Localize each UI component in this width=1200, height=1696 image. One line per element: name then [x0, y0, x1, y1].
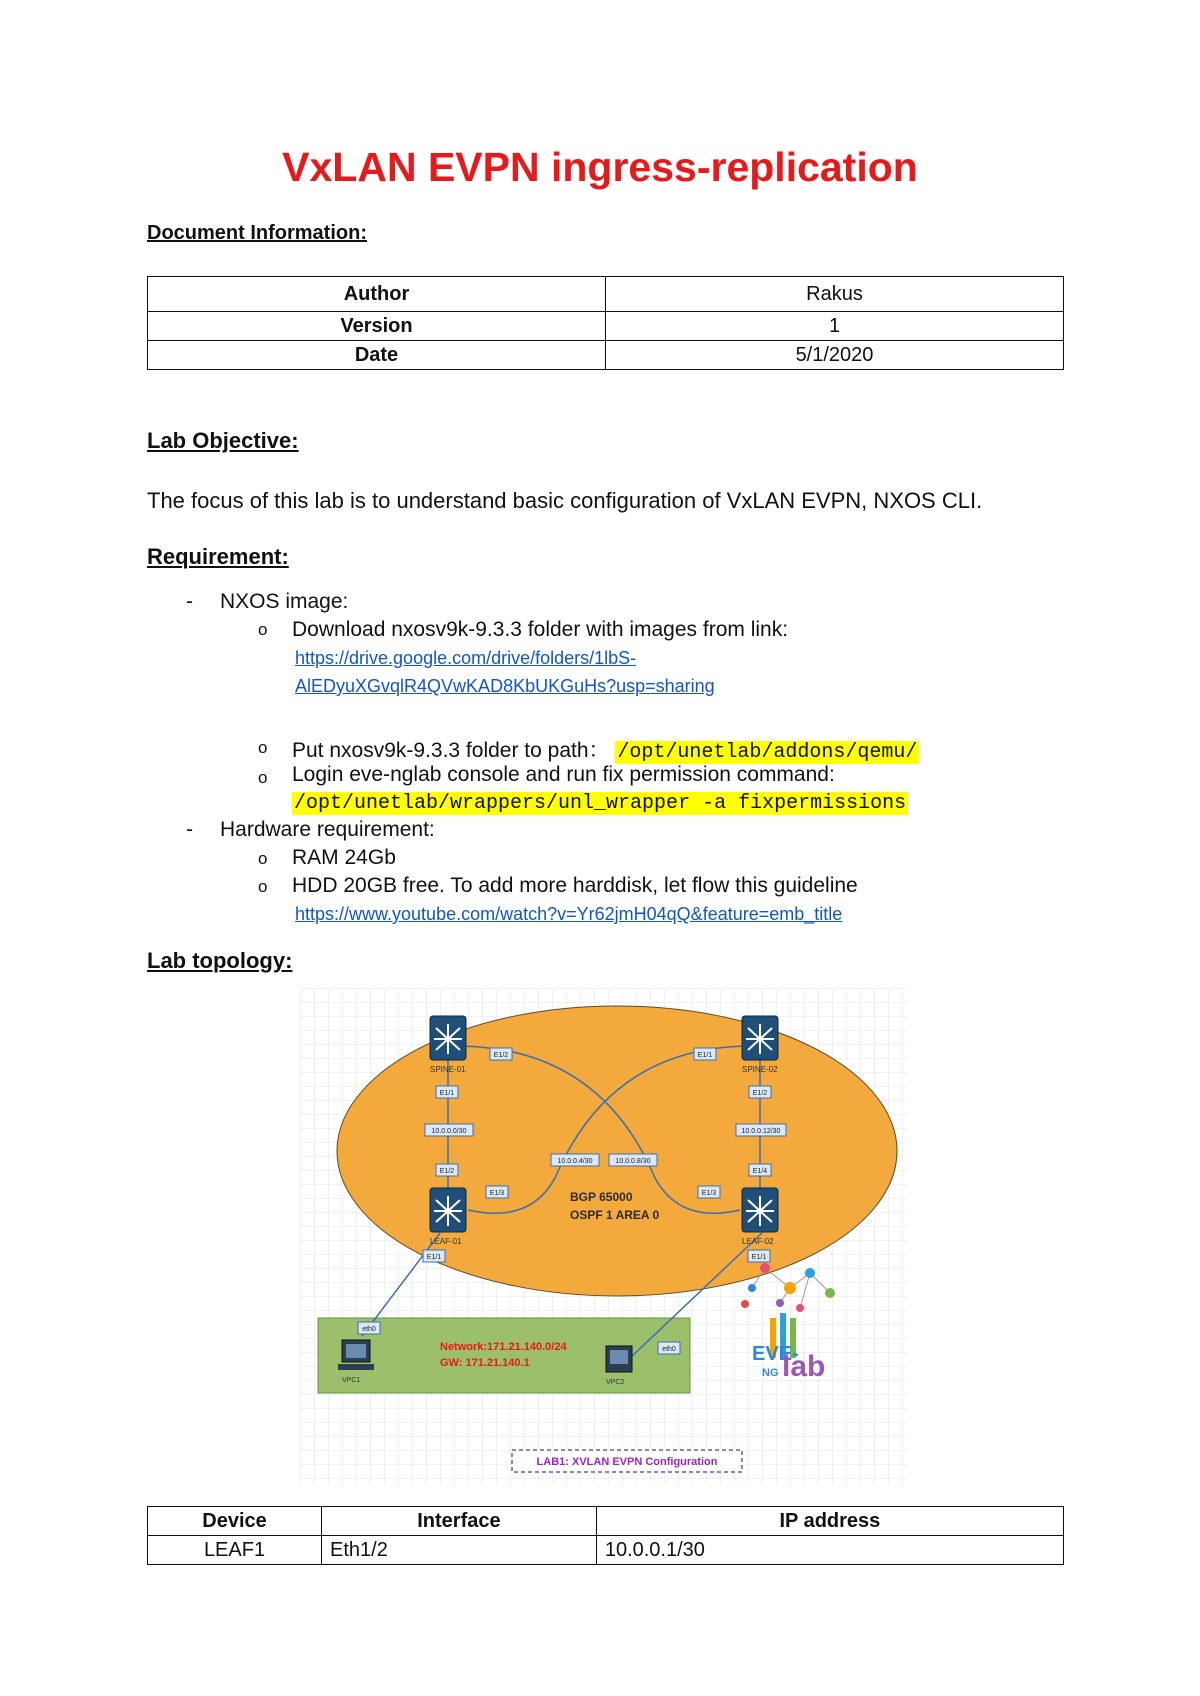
topology-heading: Lab topology:	[147, 948, 293, 973]
vpc1-computer-icon	[338, 1340, 374, 1370]
bullet-icon: o	[258, 620, 268, 639]
iface-label: E1/2	[752, 1090, 768, 1097]
topology-diagram	[300, 988, 908, 1484]
bgp-label: BGP 65000	[570, 1190, 633, 1204]
table-row	[148, 312, 1064, 341]
doc-info-heading: Document Information:	[147, 222, 367, 244]
iface-label: E1/1	[426, 1254, 442, 1261]
vpc1-label: VPC1	[342, 1377, 361, 1384]
login-command-line	[292, 790, 908, 815]
iface-label: E1/1	[751, 1254, 767, 1261]
iface-label: eth0	[362, 1326, 376, 1333]
spine2-switch-icon	[742, 1016, 778, 1060]
bullet-icon: o	[258, 849, 268, 868]
login-text: Login eve-nglab console and run fix permission command:	[292, 763, 835, 786]
vpc2-computer-icon	[606, 1346, 632, 1372]
put-path-item	[292, 734, 919, 764]
leaf1-label: LEAF-01	[430, 1237, 462, 1246]
iface-label: E1/4	[752, 1168, 768, 1175]
hardware-label: Hardware requirement:	[220, 818, 435, 841]
bullet-icon: o	[258, 768, 268, 787]
device-table	[147, 1506, 1064, 1565]
bullet-icon: o	[258, 738, 268, 757]
nxos-image-label: NXOS image:	[220, 590, 349, 613]
drive-link-line1[interactable]: https://drive.google.com/drive/folders/1lbS-	[295, 648, 637, 668]
device-column-header: Device	[148, 1507, 322, 1536]
leaf2-label: LEAF-02	[742, 1237, 774, 1246]
version-label: Version	[148, 312, 606, 341]
bullet-icon: o	[258, 877, 268, 896]
author-label: Author	[148, 277, 606, 312]
interface-cell: Eth1/2	[322, 1536, 597, 1565]
gateway-label: GW: 171.21.140.1	[440, 1357, 530, 1369]
list-dash: -	[186, 818, 193, 841]
fixpermissions-command: /opt/unetlab/wrappers/unl_wrapper -a fixpermissions	[294, 792, 907, 815]
hdd-requirement: HDD 20GB free. To add more harddisk, let flow this guideline	[292, 874, 858, 897]
iface-label: E1/1	[439, 1090, 455, 1097]
leaf1-switch-icon	[430, 1188, 466, 1232]
logo-eve-text: EVE-	[752, 1343, 799, 1365]
leaf2-switch-icon	[742, 1188, 778, 1232]
doc-info-table	[147, 276, 1064, 370]
download-text: Download nxosv9k-9.3.3 folder with images from link:	[292, 618, 789, 641]
iface-label: E1/2	[439, 1168, 455, 1175]
ram-requirement: RAM 24Gb	[292, 846, 396, 869]
underlay-ellipse	[337, 1006, 897, 1296]
subnet-mid2: 10.0.0.8/30	[615, 1158, 651, 1165]
qemu-path: /opt/unetlab/addons/qemu/	[617, 741, 918, 764]
requirement-heading: Requirement:	[147, 544, 289, 569]
list-dash: -	[186, 590, 193, 613]
ospf-label: OSPF 1 AREA 0	[570, 1208, 660, 1222]
vpc2-label: VPC2	[606, 1379, 625, 1386]
interface-column-header: Interface	[322, 1507, 597, 1536]
logo-ng-text: NG	[762, 1367, 779, 1379]
document-title: VxLAN EVPN ingress-replication	[282, 144, 918, 190]
device-cell: LEAF1	[148, 1536, 322, 1565]
iface-label: E1/1	[697, 1052, 713, 1059]
iface-label: eth0	[662, 1346, 676, 1353]
topology-caption: LAB1: XVLAN EVPN Configuration	[536, 1456, 718, 1468]
subnet-left: 10.0.0.0/30	[431, 1128, 467, 1135]
spine1-label: SPINE-01	[430, 1065, 466, 1074]
objective-text: The focus of this lab is to understand basic configuration of VxLAN EVPN, NXOS CLI.	[147, 488, 983, 513]
subnet-right: 10.0.0.12/30	[741, 1128, 781, 1135]
table-header-row	[148, 1507, 1064, 1536]
put-path-text: Put nxosv9k-9.3.3 folder to path：	[292, 739, 610, 762]
objective-heading: Lab Objective:	[147, 428, 299, 453]
drive-link-line2[interactable]: AlEDyuXGvqlR4QVwKAD8KbUKGuHs?usp=sharing	[295, 676, 715, 696]
ip-cell: 10.0.0.1/30	[596, 1536, 1063, 1565]
date-label: Date	[148, 341, 606, 370]
version-value: 1	[606, 312, 1064, 341]
iface-label: E1/2	[493, 1052, 509, 1059]
date-value: 5/1/2020	[606, 341, 1064, 370]
youtube-link[interactable]: https://www.youtube.com/watch?v=Yr62jmH04qQ&feature=emb_title	[295, 904, 843, 924]
ip-column-header: IP address	[596, 1507, 1063, 1536]
author-value: Rakus	[606, 277, 1064, 312]
spine1-switch-icon	[430, 1016, 466, 1060]
table-row	[148, 277, 1064, 312]
table-row	[148, 1536, 1064, 1565]
subnet-mid1: 10.0.0.4/30	[557, 1158, 593, 1165]
table-row	[148, 341, 1064, 370]
spine2-label: SPINE-02	[742, 1065, 778, 1074]
iface-label: E1/3	[489, 1190, 505, 1197]
logo-lab-text: lab	[782, 1350, 826, 1383]
iface-label: E1/3	[701, 1190, 717, 1197]
network-label: Network:171.21.140.0/24	[440, 1341, 567, 1353]
